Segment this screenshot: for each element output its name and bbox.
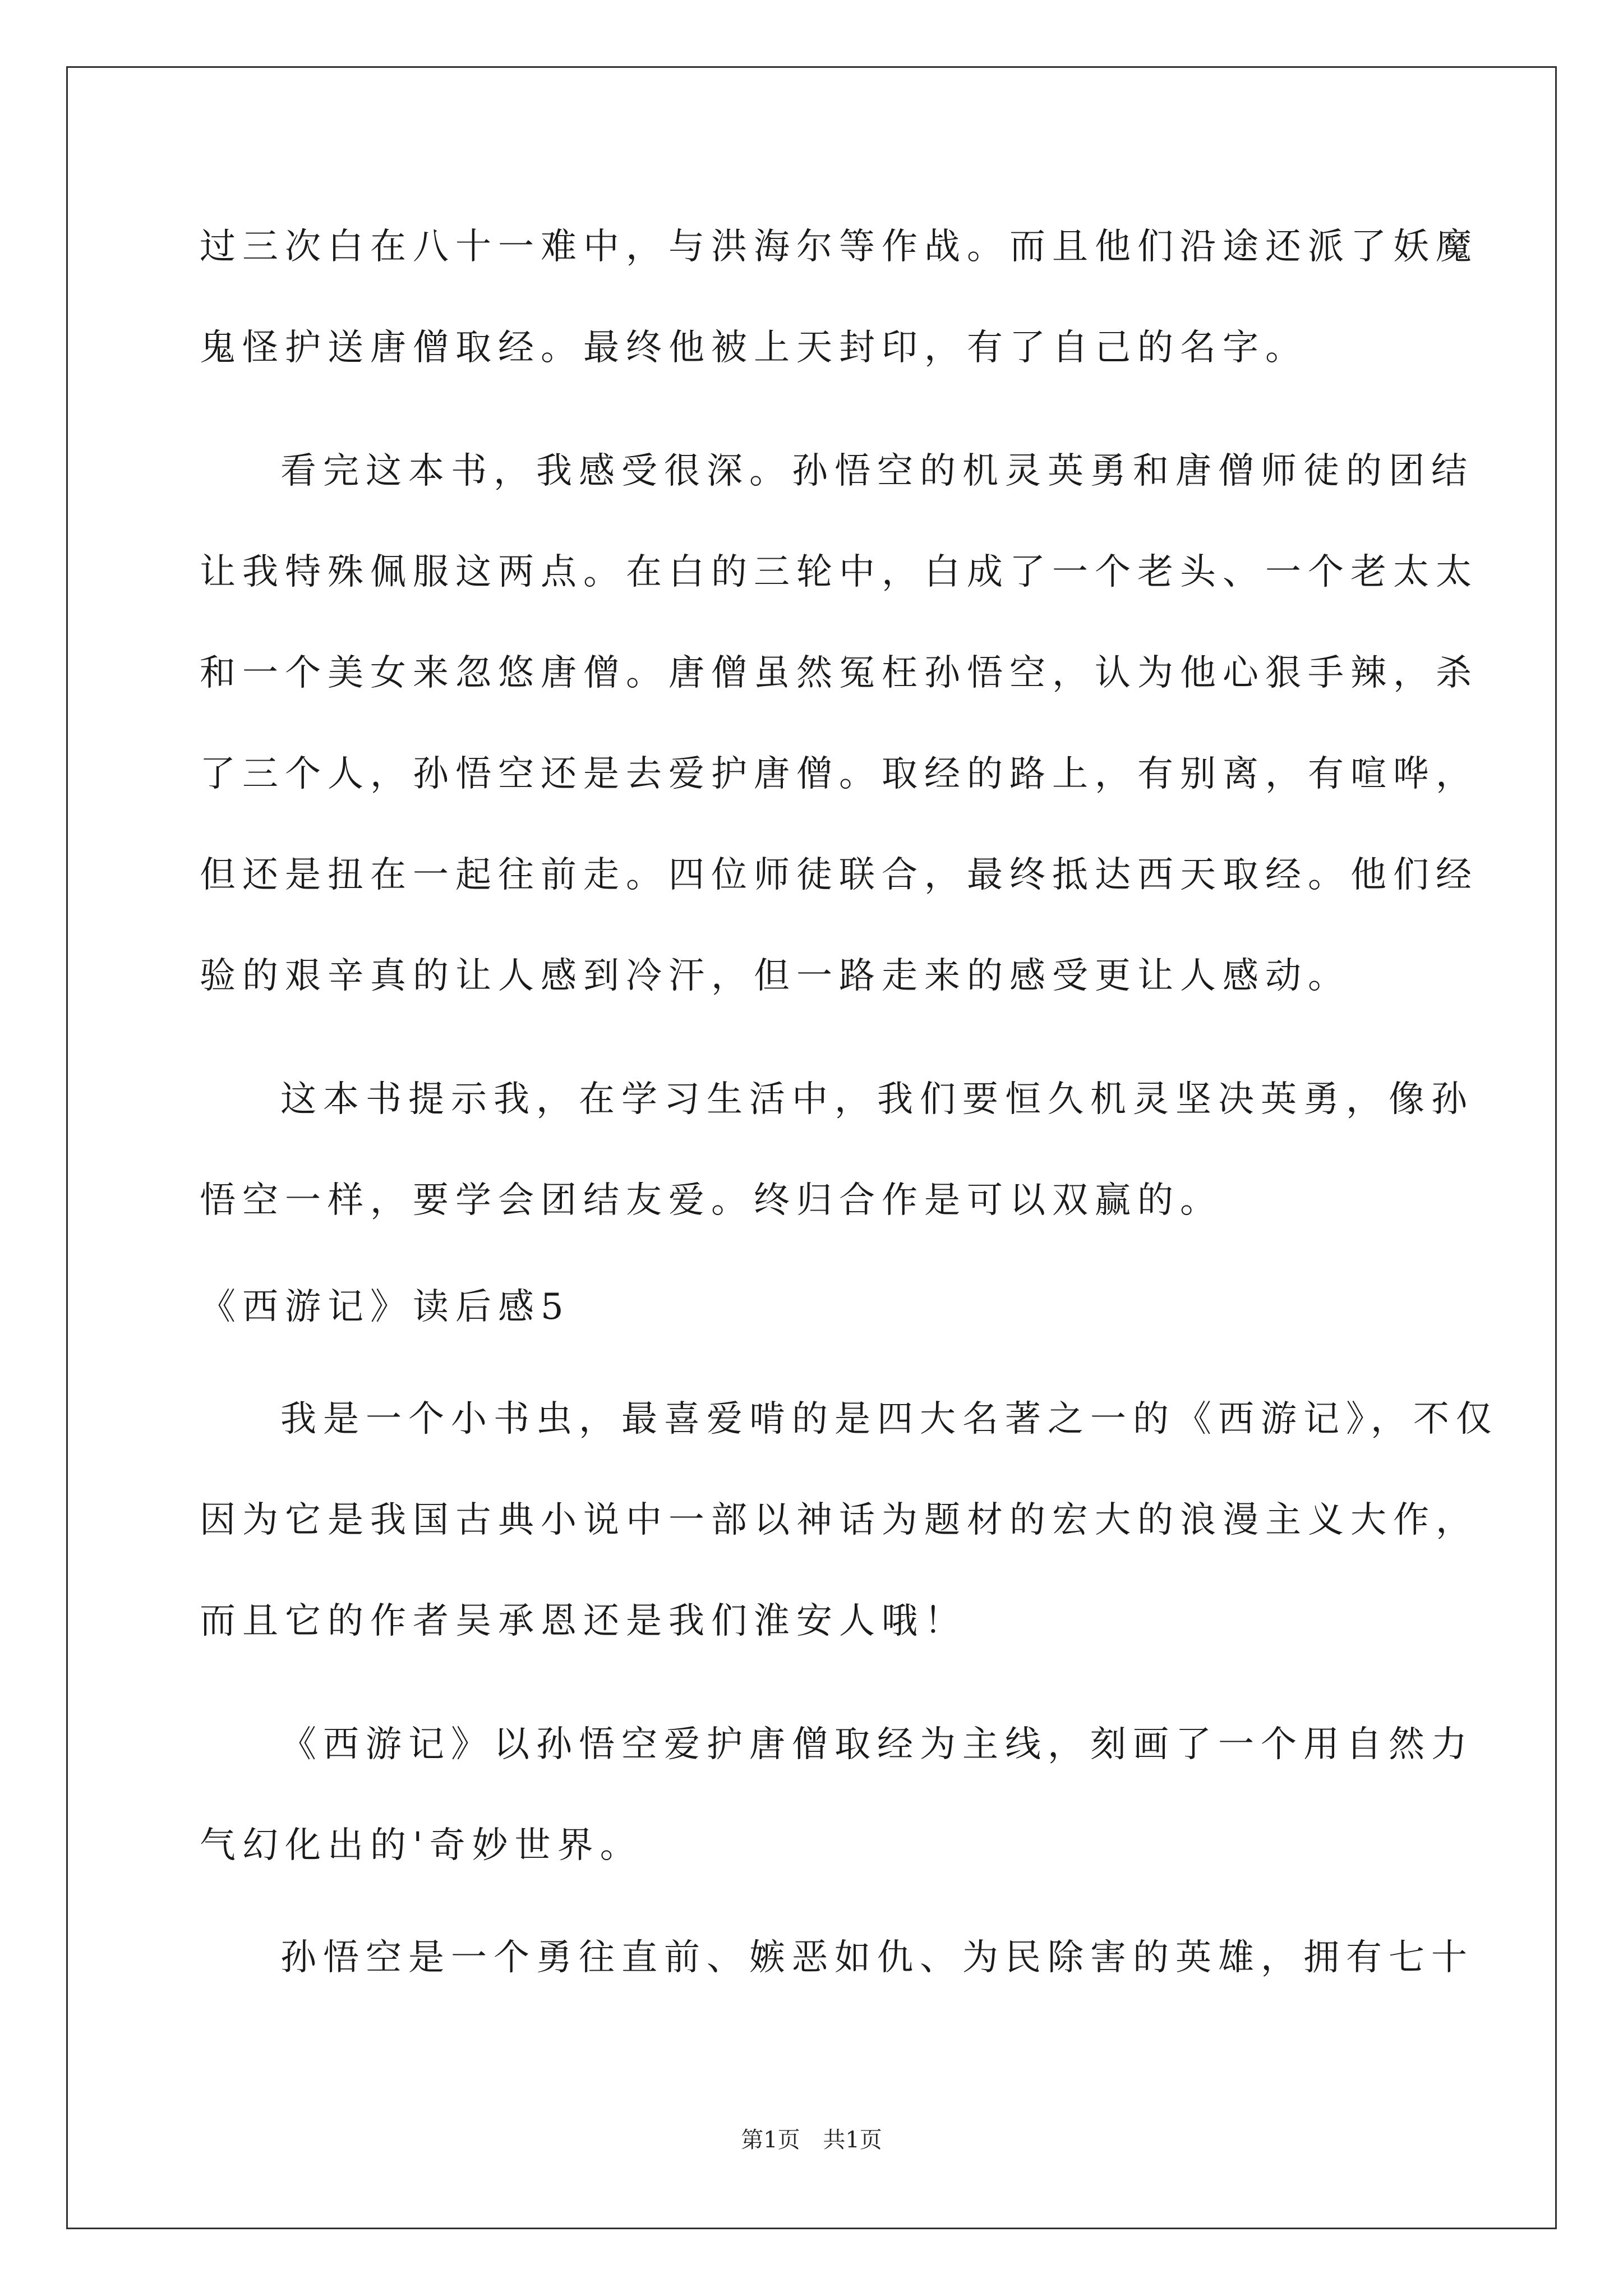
text-line: 《西游记》以孙悟空爱护唐僧取经为主线，刻画了一个用自然力 xyxy=(280,1724,1474,1765)
text-line: 悟空一样，要学会团结友爱。终归合作是可以双赢的。 xyxy=(200,1180,1223,1221)
text-line: 孙悟空是一个勇往直前、嫉恶如仇、为民除害的英雄，拥有七十 xyxy=(280,1937,1474,1978)
section-heading: 《西游记》读后感5 xyxy=(200,1286,570,1328)
text-line: 鬼怪护送唐僧取经。最终他被上天封印，有了自己的名字。 xyxy=(200,327,1308,369)
page-footer xyxy=(0,2126,1623,2154)
text-line: 让我特殊佩服这两点。在白的三轮中，白成了一个老头、一个老太太 xyxy=(200,551,1478,593)
page-total: 共1页 xyxy=(823,2127,882,2153)
text-line: 看完这本书，我感受很深。孙悟空的机灵英勇和唐僧师徒的团结 xyxy=(280,450,1474,492)
text-line: 这本书提示我，在学习生活中，我们要恒久机灵坚决英勇，像孙 xyxy=(280,1079,1474,1120)
page-number: 第1页 xyxy=(741,2127,800,2153)
text-line: 验的艰辛真的让人感到冷汗，但一路走来的感受更让人感动。 xyxy=(200,955,1350,997)
text-line: 因为它是我国古典小说中一部以神话为题材的宏大的浪漫主义大作， xyxy=(200,1499,1478,1541)
page-border xyxy=(66,66,1557,2229)
text-line: 气幻化出的'奇妙世界。 xyxy=(200,1825,643,1866)
text-line: 但还是扭在一起往前走。四位师徒联合，最终抵达西天取经。他们经 xyxy=(200,854,1478,896)
text-line: 而且它的作者吴承恩还是我们淮安人哦！ xyxy=(200,1600,967,1642)
text-line: 和一个美女来忽悠唐僧。唐僧虽然冤枉孙悟空，认为他心狠手辣，杀 xyxy=(200,652,1478,694)
text-line: 了三个人，孙悟空还是去爱护唐僧。取经的路上，有别离，有喧哗， xyxy=(200,753,1478,795)
text-line: 我是一个小书虫，最喜爱啃的是四大名著之一的《西游记》，不仅 xyxy=(280,1398,1498,1440)
text-line: 过三次白在八十一难中，与洪海尔等作战。而且他们沿途还派了妖魔 xyxy=(200,226,1478,268)
